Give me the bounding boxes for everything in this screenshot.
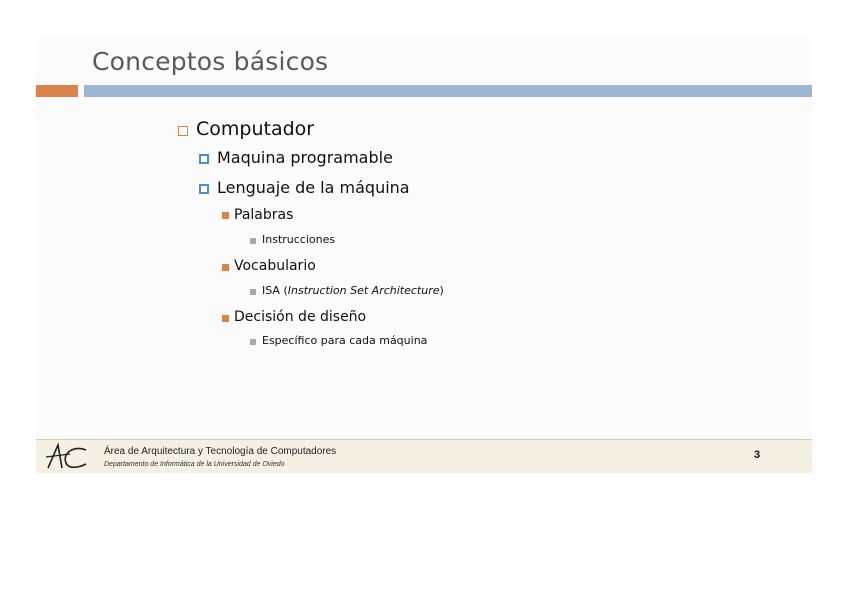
bullet-vocabulario: Vocabulario bbox=[234, 258, 316, 274]
slide-footer bbox=[36, 440, 812, 473]
blue-square-bullet-icon bbox=[199, 184, 209, 194]
slide-title: Conceptos básicos bbox=[92, 47, 329, 76]
gray-square-bullet-icon bbox=[250, 238, 256, 244]
bullet-isa bbox=[262, 284, 444, 297]
title-accent-blue-bar bbox=[84, 85, 812, 97]
orange-square-bullet-icon bbox=[222, 315, 229, 322]
bullet-especifico: Específico para cada máquina bbox=[262, 334, 428, 347]
footer-department: Departamento de Informática de la Universidad de Oviedo bbox=[104, 461, 285, 468]
orange-square-bullet-icon bbox=[222, 212, 229, 219]
bullet-lenguaje-maquina: Lenguaje de la máquina bbox=[217, 178, 410, 197]
bullet-maquina-programable: Maquina programable bbox=[217, 148, 393, 167]
bullet-palabras: Palabras bbox=[234, 207, 294, 223]
hollow-square-bullet-icon bbox=[178, 126, 188, 136]
isa-suffix: ) bbox=[439, 284, 444, 297]
footer-area-name: Área de Arquitectura y Tecnología de Computadores bbox=[104, 446, 337, 457]
isa-expansion: Instruction Set Architecture bbox=[287, 284, 440, 297]
orange-square-bullet-icon bbox=[222, 264, 229, 271]
bullet-instrucciones: Instrucciones bbox=[262, 233, 336, 246]
isa-prefix: ISA ( bbox=[262, 284, 288, 297]
slide bbox=[36, 36, 812, 473]
title-accent-orange-bar bbox=[36, 85, 78, 97]
bullet-decision-diseno: Decisión de diseño bbox=[234, 309, 367, 325]
gray-square-bullet-icon bbox=[250, 339, 256, 345]
atc-logo-icon bbox=[44, 441, 88, 471]
gray-square-bullet-icon bbox=[250, 289, 256, 295]
bullet-computador: Computador bbox=[196, 118, 315, 140]
page-number: 3 bbox=[754, 449, 761, 461]
blue-square-bullet-icon bbox=[199, 154, 209, 164]
